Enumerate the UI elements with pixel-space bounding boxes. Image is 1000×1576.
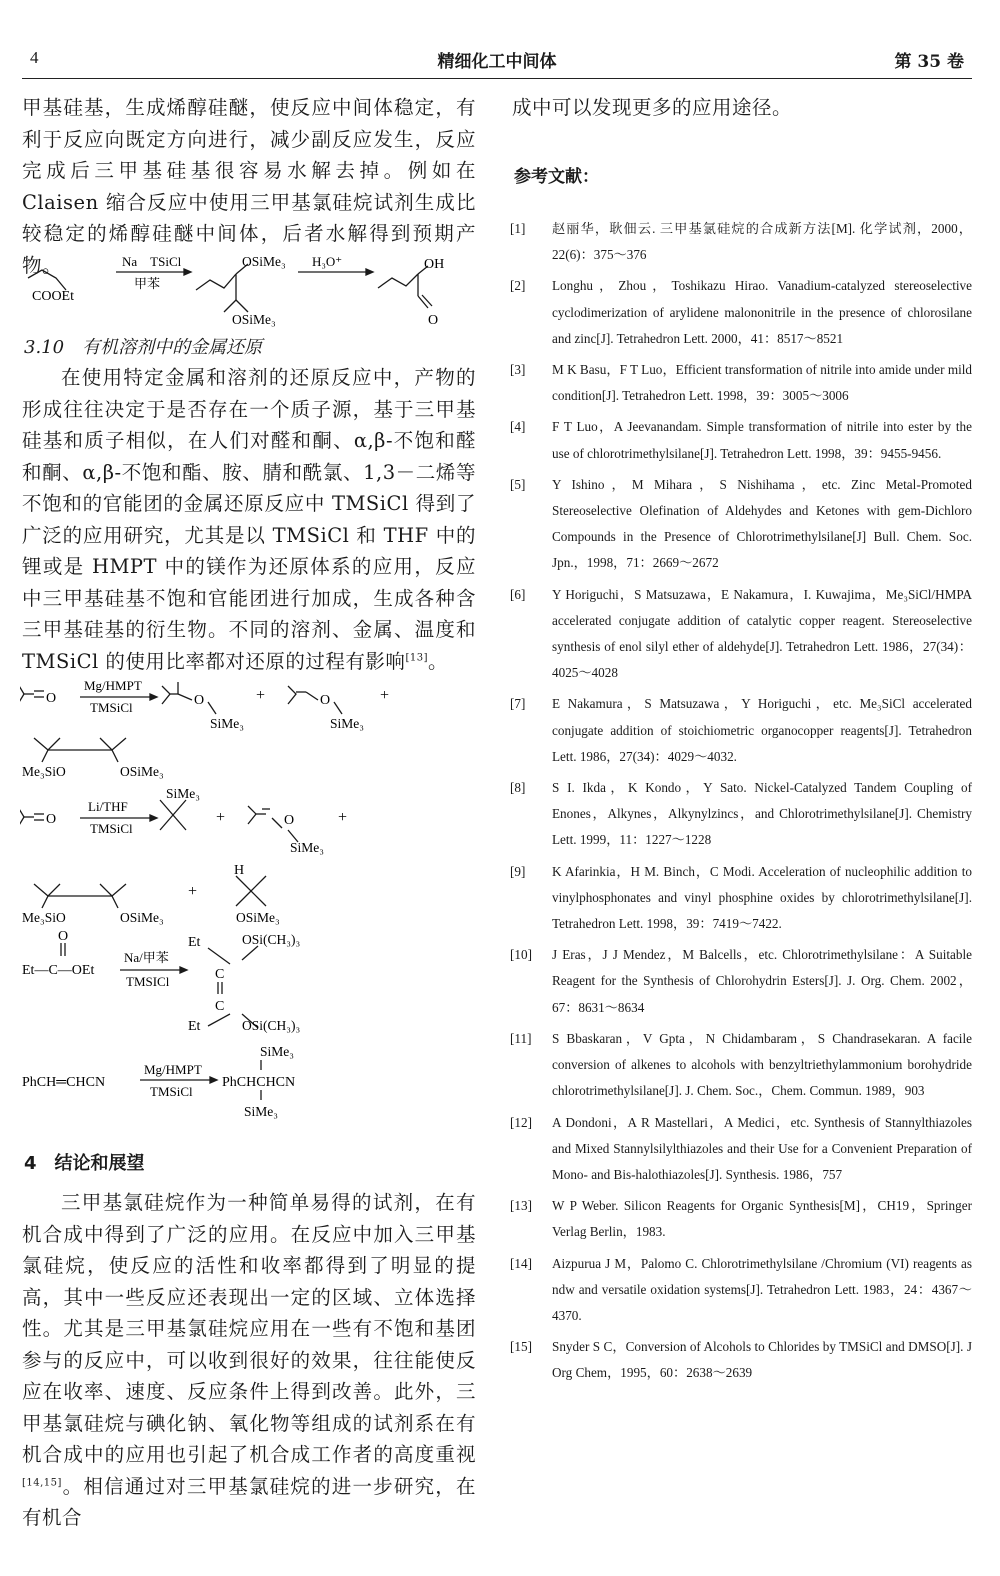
r3-bot-osi: OSi(CH₃)₃ [242, 1018, 301, 1033]
citation-14-15: [14,15] [22, 1477, 62, 1488]
r2-start-o: O [46, 812, 57, 827]
reference-item [510, 859, 972, 938]
reference-number: [8] [510, 780, 526, 796]
reference-item [510, 414, 972, 466]
reference-item [510, 1026, 972, 1105]
r4-product: PhCHCHCN [222, 1075, 296, 1090]
reference-item [510, 273, 972, 352]
journal-name: 精细化工中间体 [437, 52, 557, 72]
reference-text: Y Ishino，M Mihara，S Nishihama，etc. Zinc Metal-Promoted Stereoselective Olefination of Aldehydes and Ketones with gem-Dichloro Compounds in the Presence of Chlorotrimethylsilane[J] Bull. Chem. Soc. Jpn.，1998，71：2669～2672 [552, 476, 972, 571]
r1-plus-2: + [380, 687, 390, 704]
right-column [512, 92, 972, 124]
r2-plus-2: + [338, 809, 348, 826]
r1-p2-o: O [320, 693, 331, 708]
reference-text: W P Weber. Silicon Reagents for Organic Synthesis[M]，CH19，Springer Verlag Berlin，1983. [552, 1198, 972, 1240]
r3-c-lower: C [215, 999, 225, 1014]
section-4-text: 三甲基氯硅烷作为一种简单易得的试剂，在有机合成中得到了广泛的应用。在反应中加入三甲基氯硅烷，使反应的活性和收率都得到了明显的提高，其中一些反应还表现出一定的区域、立体选择性。尤其是三甲基氯硅烷应用在一些有不饱和基团参与的反应中，可以收到很好的效果，往往能使反应在收率、速度、反应条件上得到改善。此外，三甲基氯硅烷与碘化钠、氧化物等组成的试剂系在有机合成中的应用也引起了机合成工作者的高度重视 [22, 1191, 476, 1466]
reference-item [510, 1334, 972, 1386]
claisen-scheme [28, 264, 432, 312]
r2-p3-left: Me₃SiO [22, 910, 66, 925]
reference-item [510, 1193, 972, 1245]
r4-reagent-top: Mg/HMPT [144, 1062, 202, 1077]
r2-reagent-top: Li/THF [88, 799, 128, 814]
r3-bot-et: Et [188, 1019, 201, 1034]
reference-item [510, 942, 972, 1021]
claisen-oh: OH [424, 257, 445, 272]
r1-reagent-bottom: TMSiCl [90, 700, 133, 715]
r3-c-upper: C [215, 967, 225, 982]
section-3-10-paragraph [22, 362, 476, 677]
section-4-paragraph [22, 1187, 476, 1534]
r3-reagent-bottom: TMSICl [126, 974, 170, 989]
r2-p4-h: H [234, 863, 245, 878]
reference-text: Aizpurua J M，Palomo C. Chlorotrimethylsilane /Chromium (VI) reagents as ndw and versatile oxidation systems[J]. Tetrahedron Lett. 1983，24：4367～4370. [552, 1255, 972, 1323]
r3-ester: Et—C—OEt [22, 963, 95, 978]
r2-reagent-bottom: TMSiCl [90, 821, 133, 836]
reference-item [510, 216, 972, 268]
reference-item [510, 472, 972, 577]
reference-text: Longhu，Zhou，Toshikazu Hirao. Vanadium-catalyzed stereoselective cyclodimerization of arylidene malononitrile in the presence of chlorosilane and zinc[J]. Tetrahedron Lett. 2000，41：8517～8521 [552, 278, 972, 346]
reference-number: [12] [510, 1114, 532, 1130]
reference-number: [13] [510, 1198, 532, 1214]
scheme-mg-hmpt [20, 682, 342, 762]
r4-si-bottom: SiMe₃ [244, 1104, 278, 1119]
reference-number: [3] [510, 362, 526, 378]
reference-number: [1] [510, 221, 526, 236]
reference-item [510, 691, 972, 770]
section-3-10-body [22, 362, 476, 677]
r1-p2-si: SiMe₃ [330, 716, 364, 731]
reference-number: [10] [510, 947, 532, 963]
r4-si-top: SiMe₃ [260, 1044, 294, 1059]
reference-text: K Afarinkia，H M. Binch，C Modi. Acceleration of nucleophilic addition to vinylphosphonates and vinyl phosphine oxides by chlorotrimethylsilane[J]. Tetrahedron Lett. 1998，39：7419～7422. [552, 863, 972, 932]
intro-paragraph: 甲基硅基，生成烯醇硅醚，使反应中间体稳定，有利于反应向既定方向进行，减少副反应发生，反应完成后三甲基硅基很容易水解去掉。例如在 Claisen 缩合反应中使用三甲基氯硅烷试剂生成比较稳定的烯醇硅醚中间体，后者水解得到预期产物。 [22, 96, 476, 277]
reference-text: M K Basu，F T Luo，Efficient transformation of nitrile into amide under mild condition[J]. Tetrahedron Lett. 1998，39：3005～3006 [552, 362, 972, 404]
claisen-reagent-bottom: 甲苯 [134, 276, 161, 291]
references-title: 参考文献： [514, 167, 599, 187]
r1-start-o: O [46, 691, 57, 706]
continuation-paragraph: 成中可以发现更多的应用途径。 [512, 96, 793, 119]
citation-13: [13] [405, 652, 428, 663]
reference-item [510, 582, 972, 687]
r2-plus-3: + [188, 883, 198, 900]
reference-item [510, 1110, 972, 1189]
reference-list [510, 216, 972, 1392]
claisen-int-bottom: OSiMe₃ [232, 312, 276, 327]
claisen-int-top: OSiMe₃ [242, 254, 286, 269]
r4-reagent-bottom: TMSiCl [150, 1084, 193, 1099]
section-4-body [22, 1187, 476, 1534]
claisen-o: O [428, 313, 439, 328]
reference-number: [14] [510, 1255, 532, 1271]
reference-number: [9] [510, 863, 526, 879]
reference-text: Snyder S C，Conversion of Alcohols to Chlorides by TMSiCl and DMSO[J]. J Org Chem，1995，60：2638～2639 [552, 1339, 972, 1381]
r2-plus-1: + [216, 809, 226, 826]
reference-text: E Nakamura，S Matsuzawa，Y Horiguchi，etc. Me₃SiCl accelerated conjugate addition of stoichiometric organocopper reagents[J]. Tetrahedron Lett. 1986，27(34)：4029～4032. [552, 696, 972, 764]
reference-number: [2] [510, 278, 526, 294]
reference-text: 赵丽华，耿佃云. 三甲基氯硅烷的合成新方法[M]. 化学试剂，2000，22(6)：375～376 [552, 221, 972, 263]
r1-plus-1: + [256, 687, 266, 704]
section-4-title: 4 结论和展望 [24, 1153, 145, 1174]
r2-p1-si: SiMe₃ [166, 786, 200, 801]
r3-reagent-top: Na/甲苯 [124, 950, 169, 965]
r4-substrate: PhCH═CHCN [22, 1075, 106, 1090]
reference-text: F T Luo，A Jeevanandam. Simple transformation of nitrile into ester by the use of chlorotrimethylsilane[J]. Tetrahedron Lett. 1998，39：9455-9456. [552, 419, 972, 461]
r1-p3-left: Me₃SiO [22, 764, 66, 779]
reference-text: Y Horiguchi，S Matsuzawa，E Nakamura，I. Kuwajima，Me₃SiCl/HMPA accelerated conjugate addition of catalytic copper reagent. Stereoselective synthesis of enol silyl ether of aldehyde[J]. Tetrahedron Lett. 1986，27(34)：4025～4028 [552, 586, 972, 681]
r1-reagent-top: Mg/HMPT [84, 678, 142, 693]
r2-p2-o: O [284, 813, 295, 828]
reference-text: S I. Ikda，K Kondo，Y Sato. Nickel-Catalyzed Tandem Coupling of Enones，Alkynes，Alkynylzincs，and Chlorotrimethylsilane[J]. Chemistry Lett. 1999，11：1227～1228 [552, 780, 972, 848]
reference-item [510, 357, 972, 409]
section-3-10-end: 。 [427, 649, 448, 673]
reference-number: [11] [510, 1030, 532, 1046]
section-3-10-text: 在使用特定金属和溶剂的还原反应中，产物的形成往往决定于是否存在一个质子源，基于三甲基硅基和质子相似，在人们对醛和酮、α,β-不饱和醛和酮、α,β-不饱和酯、胺、腈和酰氯、1,3－二烯等不饱和的官能团的金属还原反应中 TMSiCl 得到了广泛的应用研究，尤其是以 TMSiCl 和 THF 中的锂或是 HMPT 中的镁作为还原体系的应用，反应中三甲基硅基不饱和官能团进行加成，生成各种含三甲基硅基的衍生物。不同的溶剂、金属、温度和 TMSiCl 的使用比率都对还原的过程有影响 [22, 366, 476, 673]
page-header [22, 38, 972, 79]
reference-number: [6] [510, 586, 526, 602]
reference-number: [4] [510, 419, 526, 435]
reference-number: [15] [510, 1339, 532, 1355]
r1-p3-right: OSiMe₃ [120, 764, 164, 779]
section-3-10-title: 3.10 有机溶剂中的金属还原 [24, 337, 263, 358]
r3-carbonyl-o: O [58, 929, 69, 944]
reference-text: S Bbaskaran，V Gpta，N Chidambaram，S Chandrasekaran. A facile conversion of alkenes to alcohols with benzyltriethylammonium borohydride chlorotrimethylsilane[J]. J. Chem. Soc.，Chem. Commun. 1989，903 [552, 1030, 972, 1099]
section-4-end: 。相信通过对三甲基氯硅烷的进一步研究，在有机合 [22, 1474, 476, 1529]
r3-top-et: Et [188, 935, 201, 950]
reference-text: J Eras，J J Mendez，M Balcells，etc. Chlorotrimethylsilane：A Suitable Reagent for the Synthesis of Chlorohydrin Esters[J]. J. Org. Chem. 2002，67：8631～8634 [552, 947, 972, 1015]
page-number: 4 [30, 48, 39, 67]
volume-label: 第 35 卷 [894, 52, 964, 72]
r2-p3-right: OSiMe₃ [120, 910, 164, 925]
claisen-step2: H₃O⁺ [312, 254, 343, 269]
reference-item [510, 775, 972, 854]
claisen-substrate: COOEt [32, 289, 74, 304]
reference-number: [7] [510, 696, 526, 712]
reference-item [510, 1251, 972, 1330]
r1-p1-si: SiMe₃ [210, 716, 244, 731]
r1-p1-o: O [194, 693, 205, 708]
r2-p4-o: OSiMe₃ [236, 910, 280, 925]
reference-text: A Dondoni，A R Mastellari，A Medici，etc. Synthesis of Stannylthiazoles and Mixed Stannylsilylthiazoles and their Use for a Convenient Preparation of Mono- and Bis-halothiazoles[J]. Synthesis. 1986，757 [552, 1114, 972, 1182]
r2-p2-si: SiMe₃ [290, 840, 324, 855]
scheme-li-thf [20, 800, 298, 908]
r3-top-osi: OSi(CH₃)₃ [242, 932, 301, 947]
reference-number: [5] [510, 476, 526, 492]
claisen-reagent-top: Na TSiCl [122, 254, 182, 269]
